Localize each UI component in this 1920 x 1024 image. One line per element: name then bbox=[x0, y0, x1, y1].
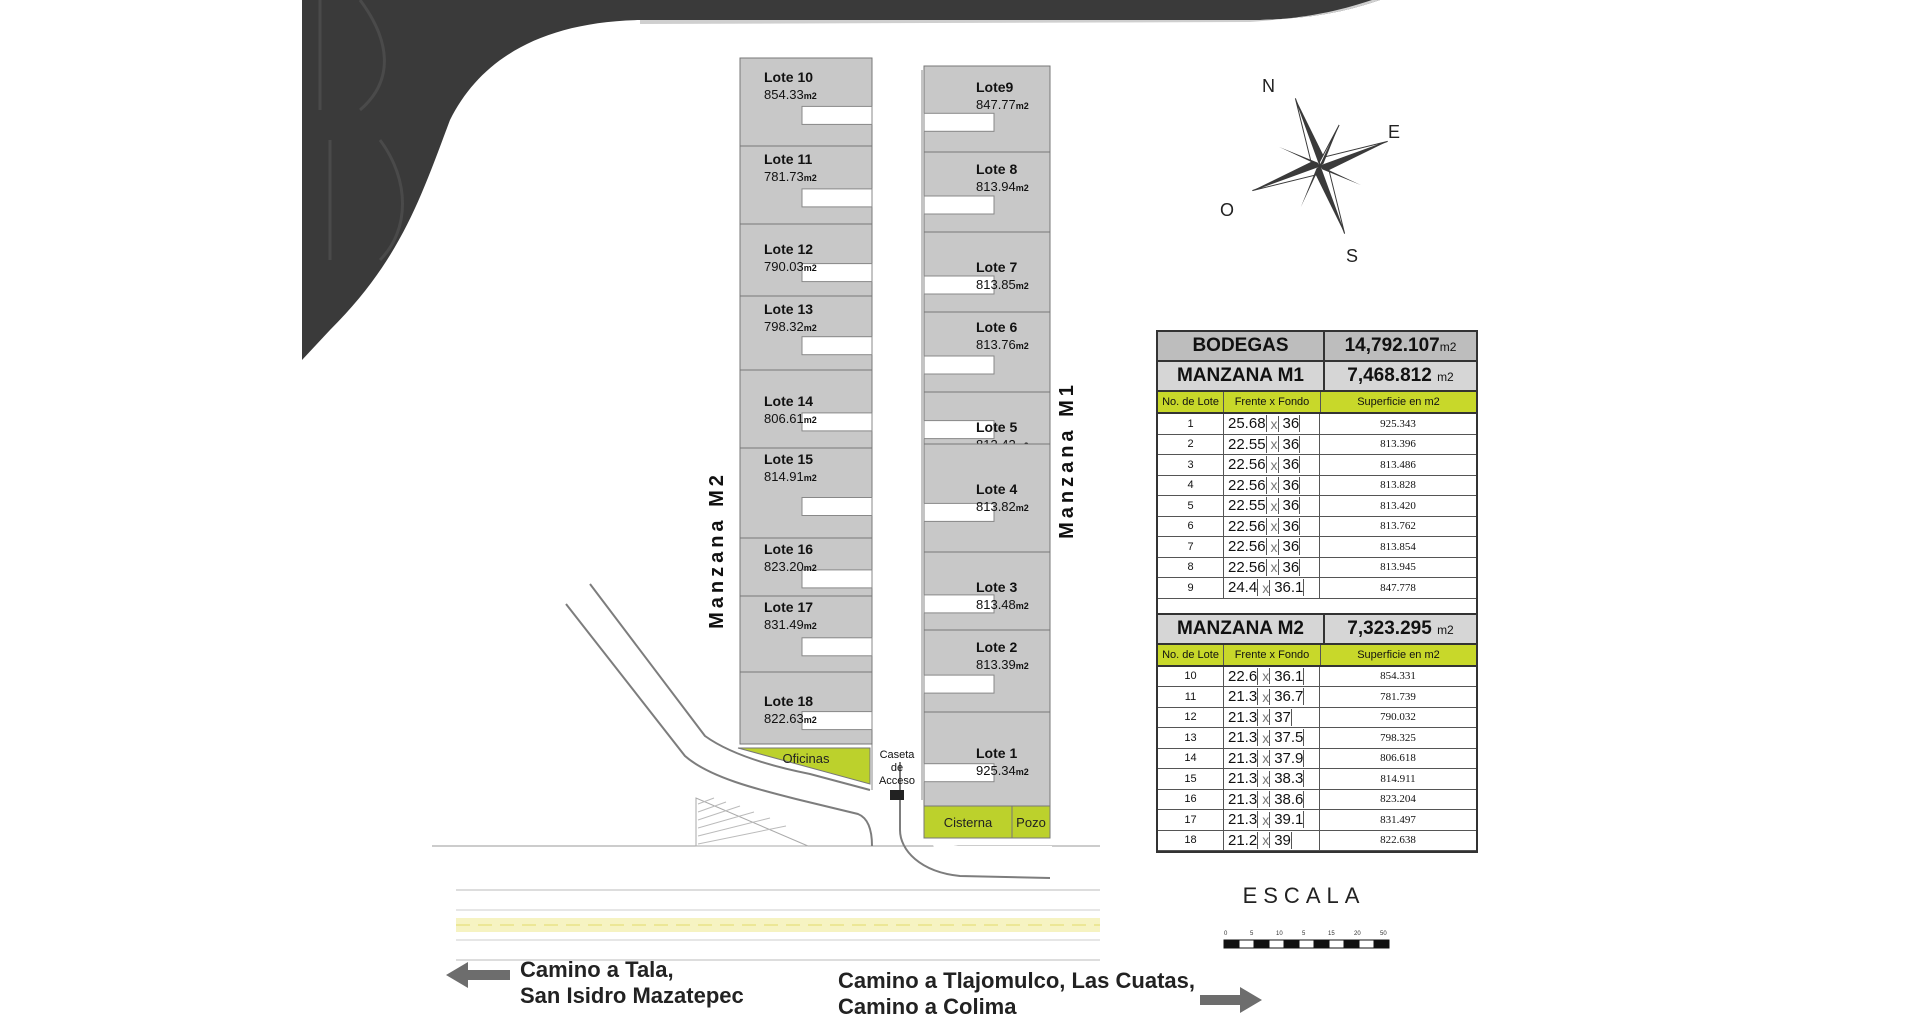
m2-driveway bbox=[802, 189, 872, 207]
lot-number: 17 bbox=[1158, 810, 1224, 830]
m2-row bbox=[1158, 687, 1476, 708]
arrow-left-icon bbox=[446, 962, 510, 988]
m2-value: 7,323.295 m2 bbox=[1347, 617, 1454, 639]
scale-segment bbox=[1269, 940, 1284, 948]
scale-segment bbox=[1359, 940, 1374, 948]
lot-number: 7 bbox=[1158, 537, 1224, 557]
m2-row bbox=[1158, 769, 1476, 790]
superficie: 781.739 bbox=[1380, 690, 1416, 703]
lot-name: Lote 18 bbox=[764, 693, 814, 709]
m2-column-headers: No. de Lote Frente x Fondo Superficie en m2 bbox=[1158, 645, 1476, 667]
frente-fondo: 22.56 x 36 bbox=[1224, 558, 1320, 578]
lot-number: 6 bbox=[1158, 517, 1224, 537]
m2-label: MANZANA M2 bbox=[1158, 615, 1325, 643]
m2-lot-3[interactable] bbox=[740, 224, 872, 296]
frente-fondo: 21.3 x 39.1 bbox=[1224, 810, 1320, 830]
lot-name: Lote 13 bbox=[764, 301, 814, 317]
m2-row bbox=[1158, 728, 1476, 749]
lot-area: 822.63m2 bbox=[764, 711, 817, 726]
frente-fondo: 25.68 x 36 bbox=[1224, 414, 1320, 434]
lot-area: 814.91m2 bbox=[764, 469, 817, 484]
lot-number: 18 bbox=[1158, 831, 1224, 851]
superficie: 925.343 bbox=[1380, 417, 1416, 430]
m2-lot-4[interactable] bbox=[740, 296, 872, 370]
m1-lot-3[interactable] bbox=[924, 232, 1050, 312]
frente-fondo: 21.3 x 37.5 bbox=[1224, 728, 1320, 748]
m1-driveway bbox=[924, 196, 994, 214]
lot-number: 13 bbox=[1158, 728, 1224, 748]
scale-tick-label: 5 bbox=[1250, 931, 1254, 937]
frente-fondo: 22.56 x 36 bbox=[1224, 455, 1320, 475]
scale-title: ESCALA bbox=[1242, 883, 1366, 908]
superficie: 854.331 bbox=[1380, 670, 1416, 683]
lot-name: Lote 3 bbox=[976, 579, 1018, 595]
m2-lot-shape[interactable] bbox=[740, 224, 872, 296]
m1-row bbox=[1158, 414, 1476, 435]
lot-number: 1 bbox=[1158, 414, 1224, 434]
scale-tick-label: 15 bbox=[1328, 931, 1335, 937]
lot-number: 5 bbox=[1158, 496, 1224, 516]
m2-lot-7[interactable] bbox=[740, 538, 872, 596]
m1-column-headers: No. de Lote Frente x Fondo Superficie en m2 bbox=[1158, 392, 1476, 414]
lot-unit: m2 bbox=[803, 323, 817, 333]
m2-lot-6[interactable] bbox=[740, 448, 872, 538]
m1-lot-7[interactable] bbox=[924, 552, 1050, 630]
lot-unit: m2 bbox=[803, 263, 817, 273]
compass-o: O bbox=[1220, 200, 1235, 220]
scale-tick-label: 0 bbox=[1224, 931, 1228, 937]
road-west-line-1: Camino a Tala, bbox=[520, 957, 674, 982]
lot-number: 11 bbox=[1158, 687, 1224, 707]
frente-fondo: 21.2 x 39 bbox=[1224, 831, 1320, 851]
superficie: 798.325 bbox=[1380, 731, 1416, 744]
lot-name: Lote 12 bbox=[764, 241, 814, 257]
lot-unit: m2 bbox=[803, 621, 817, 631]
superficie: 813.854 bbox=[1380, 540, 1416, 553]
lot-name: Lote 2 bbox=[976, 639, 1018, 655]
m1-row bbox=[1158, 435, 1476, 456]
scale-tick-label: 20 bbox=[1354, 931, 1361, 937]
superficie: 813.945 bbox=[1380, 561, 1416, 574]
lot-number: 12 bbox=[1158, 708, 1224, 728]
lot-name: Lote 17 bbox=[764, 599, 814, 615]
m2-lot-8[interactable] bbox=[740, 596, 872, 672]
lot-area: 813.39m2 bbox=[976, 657, 1029, 672]
lot-unit: m2 bbox=[1015, 767, 1029, 777]
m1-lot-8[interactable] bbox=[924, 630, 1050, 712]
scale-segment bbox=[1239, 940, 1254, 948]
caseta-line-2: de bbox=[890, 762, 904, 774]
lot-name: Lote 14 bbox=[764, 393, 814, 409]
m1-row bbox=[1158, 496, 1476, 517]
scale-bar bbox=[1224, 931, 1389, 948]
lot-name: Lote 7 bbox=[976, 259, 1018, 275]
superficie: 806.618 bbox=[1380, 752, 1416, 765]
lot-unit: m2 bbox=[1015, 281, 1029, 291]
caseta-building[interactable] bbox=[890, 790, 904, 800]
lot-unit: m2 bbox=[1015, 101, 1029, 111]
bodegas-value: 14,792.107m2 bbox=[1344, 335, 1457, 356]
lot-area: 781.73m2 bbox=[764, 169, 817, 184]
m2-lot-2[interactable] bbox=[740, 146, 872, 224]
compass-s: S bbox=[1346, 246, 1359, 266]
lot-name: Lote 8 bbox=[976, 161, 1018, 177]
frente-fondo: 22.55 x 36 bbox=[1224, 496, 1320, 516]
scale-tick-label: 50 bbox=[1380, 931, 1387, 937]
lot-unit: m2 bbox=[1015, 341, 1029, 351]
m2-row bbox=[1158, 831, 1476, 852]
m2-driveway bbox=[802, 337, 872, 355]
lot-unit: m2 bbox=[1015, 661, 1029, 671]
m1-row bbox=[1158, 455, 1476, 476]
lot-unit: m2 bbox=[803, 563, 817, 573]
frente-fondo: 21.3 x 38.3 bbox=[1224, 769, 1320, 789]
scale-segment bbox=[1374, 940, 1389, 948]
road-east-line-2: Camino a Colima bbox=[838, 994, 1017, 1019]
caseta-line-3: Acceso bbox=[878, 775, 916, 787]
lot-area: 813.85m2 bbox=[976, 277, 1029, 292]
superficie: 813.828 bbox=[1380, 479, 1416, 492]
m1-row bbox=[1158, 517, 1476, 538]
lot-number: 3 bbox=[1158, 455, 1224, 475]
lot-area: 925.34m2 bbox=[976, 763, 1029, 778]
lot-area: 823.20m2 bbox=[764, 559, 817, 574]
m2-row bbox=[1158, 708, 1476, 729]
scale-segment bbox=[1284, 940, 1299, 948]
m1-driveway bbox=[924, 675, 994, 693]
lots-summary-table bbox=[1156, 330, 1478, 853]
frente-fondo: 22.56 x 36 bbox=[1224, 517, 1320, 537]
lot-name: Lote 15 bbox=[764, 451, 814, 467]
lot-name: Lote 1 bbox=[976, 745, 1018, 761]
lot-area: 831.49m2 bbox=[764, 617, 817, 632]
m2-lot-shape[interactable] bbox=[740, 370, 872, 448]
m1-row bbox=[1158, 558, 1476, 579]
frente-fondo: 21.3 x 37.9 bbox=[1224, 749, 1320, 769]
m2-row bbox=[1158, 667, 1476, 688]
manzana-m2-label: Manzana M2 bbox=[706, 471, 728, 629]
lot-name: Lote9 bbox=[976, 79, 1014, 95]
lot-name: Lote 10 bbox=[764, 69, 814, 85]
m1-rows bbox=[1158, 414, 1476, 599]
cisterna-label: Cisterna bbox=[943, 815, 993, 830]
scale-tick-label: 5 bbox=[1302, 931, 1306, 937]
lot-area: 806.61m2 bbox=[764, 411, 817, 426]
superficie: 813.420 bbox=[1380, 499, 1416, 512]
lot-name: Lote 6 bbox=[976, 319, 1018, 335]
m1-value: 7,468.812 m2 bbox=[1347, 365, 1454, 386]
compass-n: N bbox=[1262, 76, 1275, 96]
superficie: 813.762 bbox=[1380, 520, 1416, 533]
scale-segment bbox=[1344, 940, 1359, 948]
frente-fondo: 21.3 x 37 bbox=[1224, 708, 1320, 728]
m1-driveway bbox=[924, 356, 994, 374]
scale-segment bbox=[1254, 940, 1269, 948]
lot-unit: m2 bbox=[803, 715, 817, 725]
lot-name: Lote 4 bbox=[976, 481, 1018, 497]
frente-fondo: 22.6 x 36.1 bbox=[1224, 667, 1320, 687]
m2-lot-1[interactable] bbox=[740, 58, 872, 146]
lot-area: 813.48m2 bbox=[976, 597, 1029, 612]
scale-tick-label: 10 bbox=[1276, 931, 1283, 937]
m2-row bbox=[1158, 749, 1476, 770]
m2-driveway bbox=[802, 638, 872, 656]
frente-fondo: 22.55 x 36 bbox=[1224, 435, 1320, 455]
superficie: 813.486 bbox=[1380, 458, 1416, 471]
m1-row bbox=[1158, 578, 1476, 599]
frente-fondo: 22.56 x 36 bbox=[1224, 476, 1320, 496]
superficie: 823.204 bbox=[1380, 793, 1416, 806]
lot-number: 16 bbox=[1158, 790, 1224, 810]
m1-driveway bbox=[924, 113, 994, 131]
superficie: 814.911 bbox=[1380, 772, 1416, 785]
lot-area: 847.77m2 bbox=[976, 97, 1029, 112]
lot-number: 2 bbox=[1158, 435, 1224, 455]
caseta-line-1: Caseta bbox=[879, 749, 915, 761]
frente-fondo: 21.3 x 38.6 bbox=[1224, 790, 1320, 810]
m2-driveway bbox=[802, 106, 872, 124]
m1-lot-2[interactable] bbox=[924, 152, 1050, 232]
m1-lot-9[interactable] bbox=[924, 712, 1050, 806]
arrow-right-icon bbox=[1200, 987, 1262, 1013]
m1-lot-4[interactable] bbox=[924, 312, 1050, 392]
pozo-label: Pozo bbox=[1016, 815, 1046, 830]
m2-row bbox=[1158, 790, 1476, 811]
oficinas-label: Oficinas bbox=[782, 751, 830, 766]
lot-name: Lote 16 bbox=[764, 541, 814, 557]
scale-segment bbox=[1299, 940, 1314, 948]
superficie: 822.638 bbox=[1380, 834, 1416, 847]
m1-lot-shape[interactable] bbox=[924, 444, 1050, 552]
lot-area: 813.76m2 bbox=[976, 337, 1029, 352]
m2-rows bbox=[1158, 667, 1476, 852]
lot-number: 14 bbox=[1158, 749, 1224, 769]
frente-fondo: 22.56 x 36 bbox=[1224, 537, 1320, 557]
m2-lot-9[interactable] bbox=[740, 672, 872, 744]
lot-number: 4 bbox=[1158, 476, 1224, 496]
manzana-m1-label: Manzana M1 bbox=[1056, 381, 1078, 539]
m1-lot-6[interactable] bbox=[924, 444, 1050, 552]
frente-fondo: 24.4 x 36.1 bbox=[1224, 578, 1320, 598]
manzana-m1-block bbox=[924, 66, 1050, 806]
bodegas-label: BODEGAS bbox=[1158, 332, 1325, 360]
compass-rose-icon bbox=[1228, 74, 1413, 259]
superficie: 813.396 bbox=[1380, 438, 1416, 451]
m2-lot-5[interactable] bbox=[740, 370, 872, 448]
lot-name: Lote 11 bbox=[764, 151, 813, 167]
lot-name: Lote 5 bbox=[976, 419, 1018, 435]
superficie: 847.778 bbox=[1380, 581, 1416, 594]
lot-number: 8 bbox=[1158, 558, 1224, 578]
lot-unit: m2 bbox=[803, 415, 817, 425]
lot-area: 813.94m2 bbox=[976, 179, 1029, 194]
lot-area: 854.33m2 bbox=[764, 87, 817, 102]
lot-number: 10 bbox=[1158, 667, 1224, 687]
manzana-m2-block bbox=[740, 58, 872, 744]
lot-area: 813.82m2 bbox=[976, 499, 1029, 514]
scale-segment bbox=[1314, 940, 1329, 948]
lot-unit: m2 bbox=[803, 173, 817, 183]
scale-segment bbox=[1224, 940, 1239, 948]
m2-driveway bbox=[802, 498, 872, 516]
superficie: 831.497 bbox=[1380, 813, 1416, 826]
frente-fondo: 21.3 x 36.7 bbox=[1224, 687, 1320, 707]
lot-unit: m2 bbox=[803, 473, 817, 483]
m2-row bbox=[1158, 810, 1476, 831]
m1-lot-1[interactable] bbox=[924, 66, 1050, 152]
lot-unit: m2 bbox=[1015, 601, 1029, 611]
lot-number: 9 bbox=[1158, 578, 1224, 598]
compass-e: E bbox=[1388, 122, 1401, 142]
lot-area: 798.32m2 bbox=[764, 319, 817, 334]
superficie: 790.032 bbox=[1380, 711, 1416, 724]
m1-lot-5[interactable] bbox=[924, 392, 1050, 452]
m1-row bbox=[1158, 537, 1476, 558]
road-west-line-2: San Isidro Mazatepec bbox=[520, 983, 744, 1008]
lot-number: 15 bbox=[1158, 769, 1224, 789]
lot-unit: m2 bbox=[1015, 503, 1029, 513]
m1-label: MANZANA M1 bbox=[1158, 362, 1325, 390]
road-east-line-1: Camino a Tlajomulco, Las Cuatas, bbox=[838, 968, 1195, 993]
scale-segment bbox=[1329, 940, 1344, 948]
lot-unit: m2 bbox=[1015, 183, 1029, 193]
lot-unit: m2 bbox=[803, 91, 817, 101]
m1-row bbox=[1158, 476, 1476, 497]
lot-area: 790.03m2 bbox=[764, 259, 817, 274]
